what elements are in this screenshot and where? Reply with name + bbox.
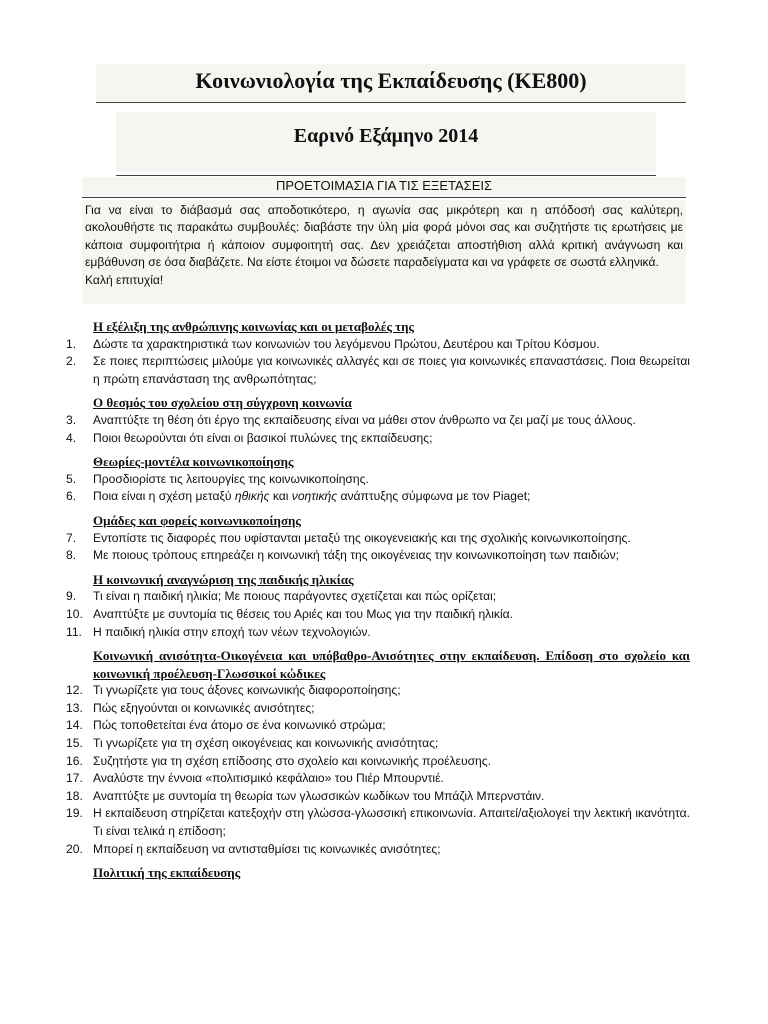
section-title: Η κοινωνική αναγνώριση της παιδικής ηλικίας (93, 571, 354, 587)
question-number: 2. (66, 354, 77, 369)
title-box (96, 64, 686, 103)
question-number: 7. (66, 530, 77, 545)
divider (116, 175, 656, 176)
list-item (66, 753, 690, 771)
list-item (66, 412, 690, 430)
question-text: Ποιοι θεωρούνται ότι είναι οι βασικοί πυλώνες της εκπαίδευσης; (93, 430, 433, 445)
question-text: Τι είναι η παιδική ηλικία; Με ποιους παράγοντες σχετίζεται και πώς ορίζεται; (93, 589, 497, 604)
section-title: Ομάδες και φορείς κοινωνικοποίησης (93, 512, 301, 528)
list-item (66, 788, 690, 806)
question-number: 14. (66, 718, 83, 733)
emphasis-text: νοητικής (291, 489, 338, 504)
list-item (66, 624, 690, 642)
question-text: Τι γνωρίζετε για τη σχέση οικογένειας και κοινωνικής ανισότητας; (93, 736, 439, 751)
question-number: 15. (66, 736, 83, 751)
list-item (66, 841, 690, 859)
question-number: 8. (66, 548, 77, 563)
question-text: Σε ποιες περιπτώσεις μιλούμε για κοινωνικές αλλαγές και σε ποιες για κοινωνικές επαναστάσεις. Ποια θεωρείται η πρώτη επανάσταση της ανθρωπότητας; (93, 354, 690, 386)
list-item (66, 547, 690, 565)
section-title: Πολιτική της εκπαίδευσης (93, 865, 241, 881)
question-text: Η εκπαίδευση στηρίζεται κατεξοχήν στη γλώσσα-γλωσσική επικοινωνία. Απαιτεί/αξιολογεί την λεκτική ικανότητα. Τι είναι τελικά η επίδοση; (93, 806, 690, 839)
question-text: Τι γνωρίζετε για τους άξονες κοινωνικής διαφοροποίησης; (93, 683, 401, 698)
list-item (66, 588, 690, 606)
question-number: 9. (66, 589, 77, 604)
question-number: 6. (66, 489, 77, 504)
question-text: Αναλύστε την έννοια «πολιτισμικό κεφάλαιο» του Πιέρ Μπουρντιέ. (93, 771, 444, 786)
question-text: Πώς εξηγούνται οι κοινωνικές ανισότητες; (93, 700, 315, 715)
question-text: Μπορεί η εκπαίδευση να αντισταθμίσει τις κοινωνικές ανισότητες; (93, 841, 441, 856)
question-number: 1. (66, 336, 77, 351)
question-number: 11. (66, 624, 82, 639)
question-number: 13. (66, 700, 83, 715)
section-title: Θεωρίες-μοντέλα κοινωνικοποίησης (93, 454, 294, 470)
question-text: Αναπτύξτε με συντομία τη θεωρία των γλωσσικών κωδίκων του Μπάζιλ Μπερνστάιν. (93, 788, 545, 803)
prep-heading: ΠΡΟΕΤΟΙΜΑΣΙΑ ΓΙΑ ΤΙΣ ΕΞΕΤΑΣΕΙΣ (82, 177, 686, 198)
section-title: Η εξέλιξη της ανθρώπινης κοινωνίας και οι μεταβολές της (93, 319, 415, 334)
question-text: Με ποιους τρόπους επηρεάζει η κοινωνική τάξη της οικογένειας την κοινωνικοποίηση των παιδιών; (93, 548, 620, 563)
question-text: Αναπτύξτε με συντομία τις θέσεις του Αριές και του Μως για την παιδική ηλικία. (93, 606, 513, 621)
list-item (66, 336, 690, 354)
question-number: 18. (66, 788, 83, 803)
question-number: 16. (66, 753, 83, 768)
question-number: 4. (66, 430, 77, 445)
question-number: 19. (66, 806, 83, 821)
semester-box (116, 112, 656, 172)
list-item (66, 530, 690, 548)
question-number: 20. (66, 841, 83, 856)
emphasis-text: ηθικής (234, 489, 270, 504)
question-number: 17. (66, 771, 83, 786)
question-number: 5. (66, 471, 77, 486)
list-item (66, 717, 690, 735)
list-item (66, 471, 690, 489)
question-text (93, 488, 690, 506)
list-item (66, 430, 690, 448)
question-text: Πώς τοποθετείται ένα άτομο σε ένα κοινωνικό στρώμα; (93, 718, 386, 733)
question-number: 3. (66, 412, 77, 427)
list-item (66, 353, 690, 388)
question-text: Δώστε τα χαρακτηριστικά των κοινωνιών του λεγόμενου Πρώτου, Δευτέρου και Τρίτου Κόσμου. (93, 336, 600, 351)
intro-paragraph (82, 200, 686, 304)
list-item (66, 682, 690, 700)
list-item (66, 735, 690, 753)
question-text: Συζητήστε για τη σχέση επίδοσης στο σχολείο και κοινωνικής προέλευσης. (93, 753, 491, 768)
list-item (66, 488, 690, 506)
list-item (66, 606, 690, 624)
list-item (66, 700, 690, 718)
question-text: Εντοπίστε τις διαφορές που υφίστανται μεταξύ της οικογενειακής και της σχολικής κοινωνικοποίησης. (93, 530, 631, 545)
section-title: Ο θεσμός του σχολείου στη σύγχρονη κοινωνία (93, 395, 352, 411)
questions-content (66, 318, 690, 882)
section-title: Κοινωνική ανισότητα-Οικογένεια και υπόβαθρο-Ανισότητες στην εκπαίδευση. Επίδοση στο σχολείο και κοινωνική προέλευση-Γλωσσικοί κώδικες (93, 648, 690, 681)
question-text-part: Ποια είναι η σχέση μεταξύ (93, 489, 235, 504)
good-luck-text: Καλή επιτυχία! (85, 272, 164, 287)
question-number: 10. (66, 606, 83, 621)
list-item (66, 770, 690, 788)
question-text: Προσδιορίστε τις λειτουργίες της κοινωνικοποίησης. (93, 471, 369, 486)
question-text: Η παιδική ηλικία στην εποχή των νέων τεχνολογιών. (93, 624, 371, 639)
course-title: Κοινωνιολογία της Εκπαίδευσης (ΚΕ800) (195, 68, 587, 93)
question-number: 12. (66, 683, 83, 698)
question-text-part: ανάπτυξης σύμφωνα με τον Piaget; (337, 489, 531, 504)
list-item (66, 805, 690, 840)
question-text-part: και (269, 489, 292, 504)
intro-text: Για να είναι το διάβασμά σας αποδοτικότερο, η αγωνία σας μικρότερη και η απόδοσή σας καλύτερη, ακολουθήστε τις παρακάτω συμβουλές: διαβάστε την ύλη μία φορά μόνοι σας και συζητήστε τις ερωτήσεις με κάποια συμφοιτήτρια ή κάποιον συμφοιτητή σας. Δεν χρειάζεται αποστήθιση αλλά κριτική ανάγνωση και εμβάθυνση σε όσα διαβάζετε. Να είστε έτοιμοι να δώσετε παραδείγματα και να γράφετε σε σωστά ελληνικά. (85, 203, 683, 270)
semester-title: Εαρινό Εξάμηνο 2014 (293, 125, 479, 147)
question-text: Αναπτύξτε τη θέση ότι έργο της εκπαίδευσης είναι να μάθει στον άνθρωπο να ζει μαζί με τους άλλους. (93, 412, 636, 427)
